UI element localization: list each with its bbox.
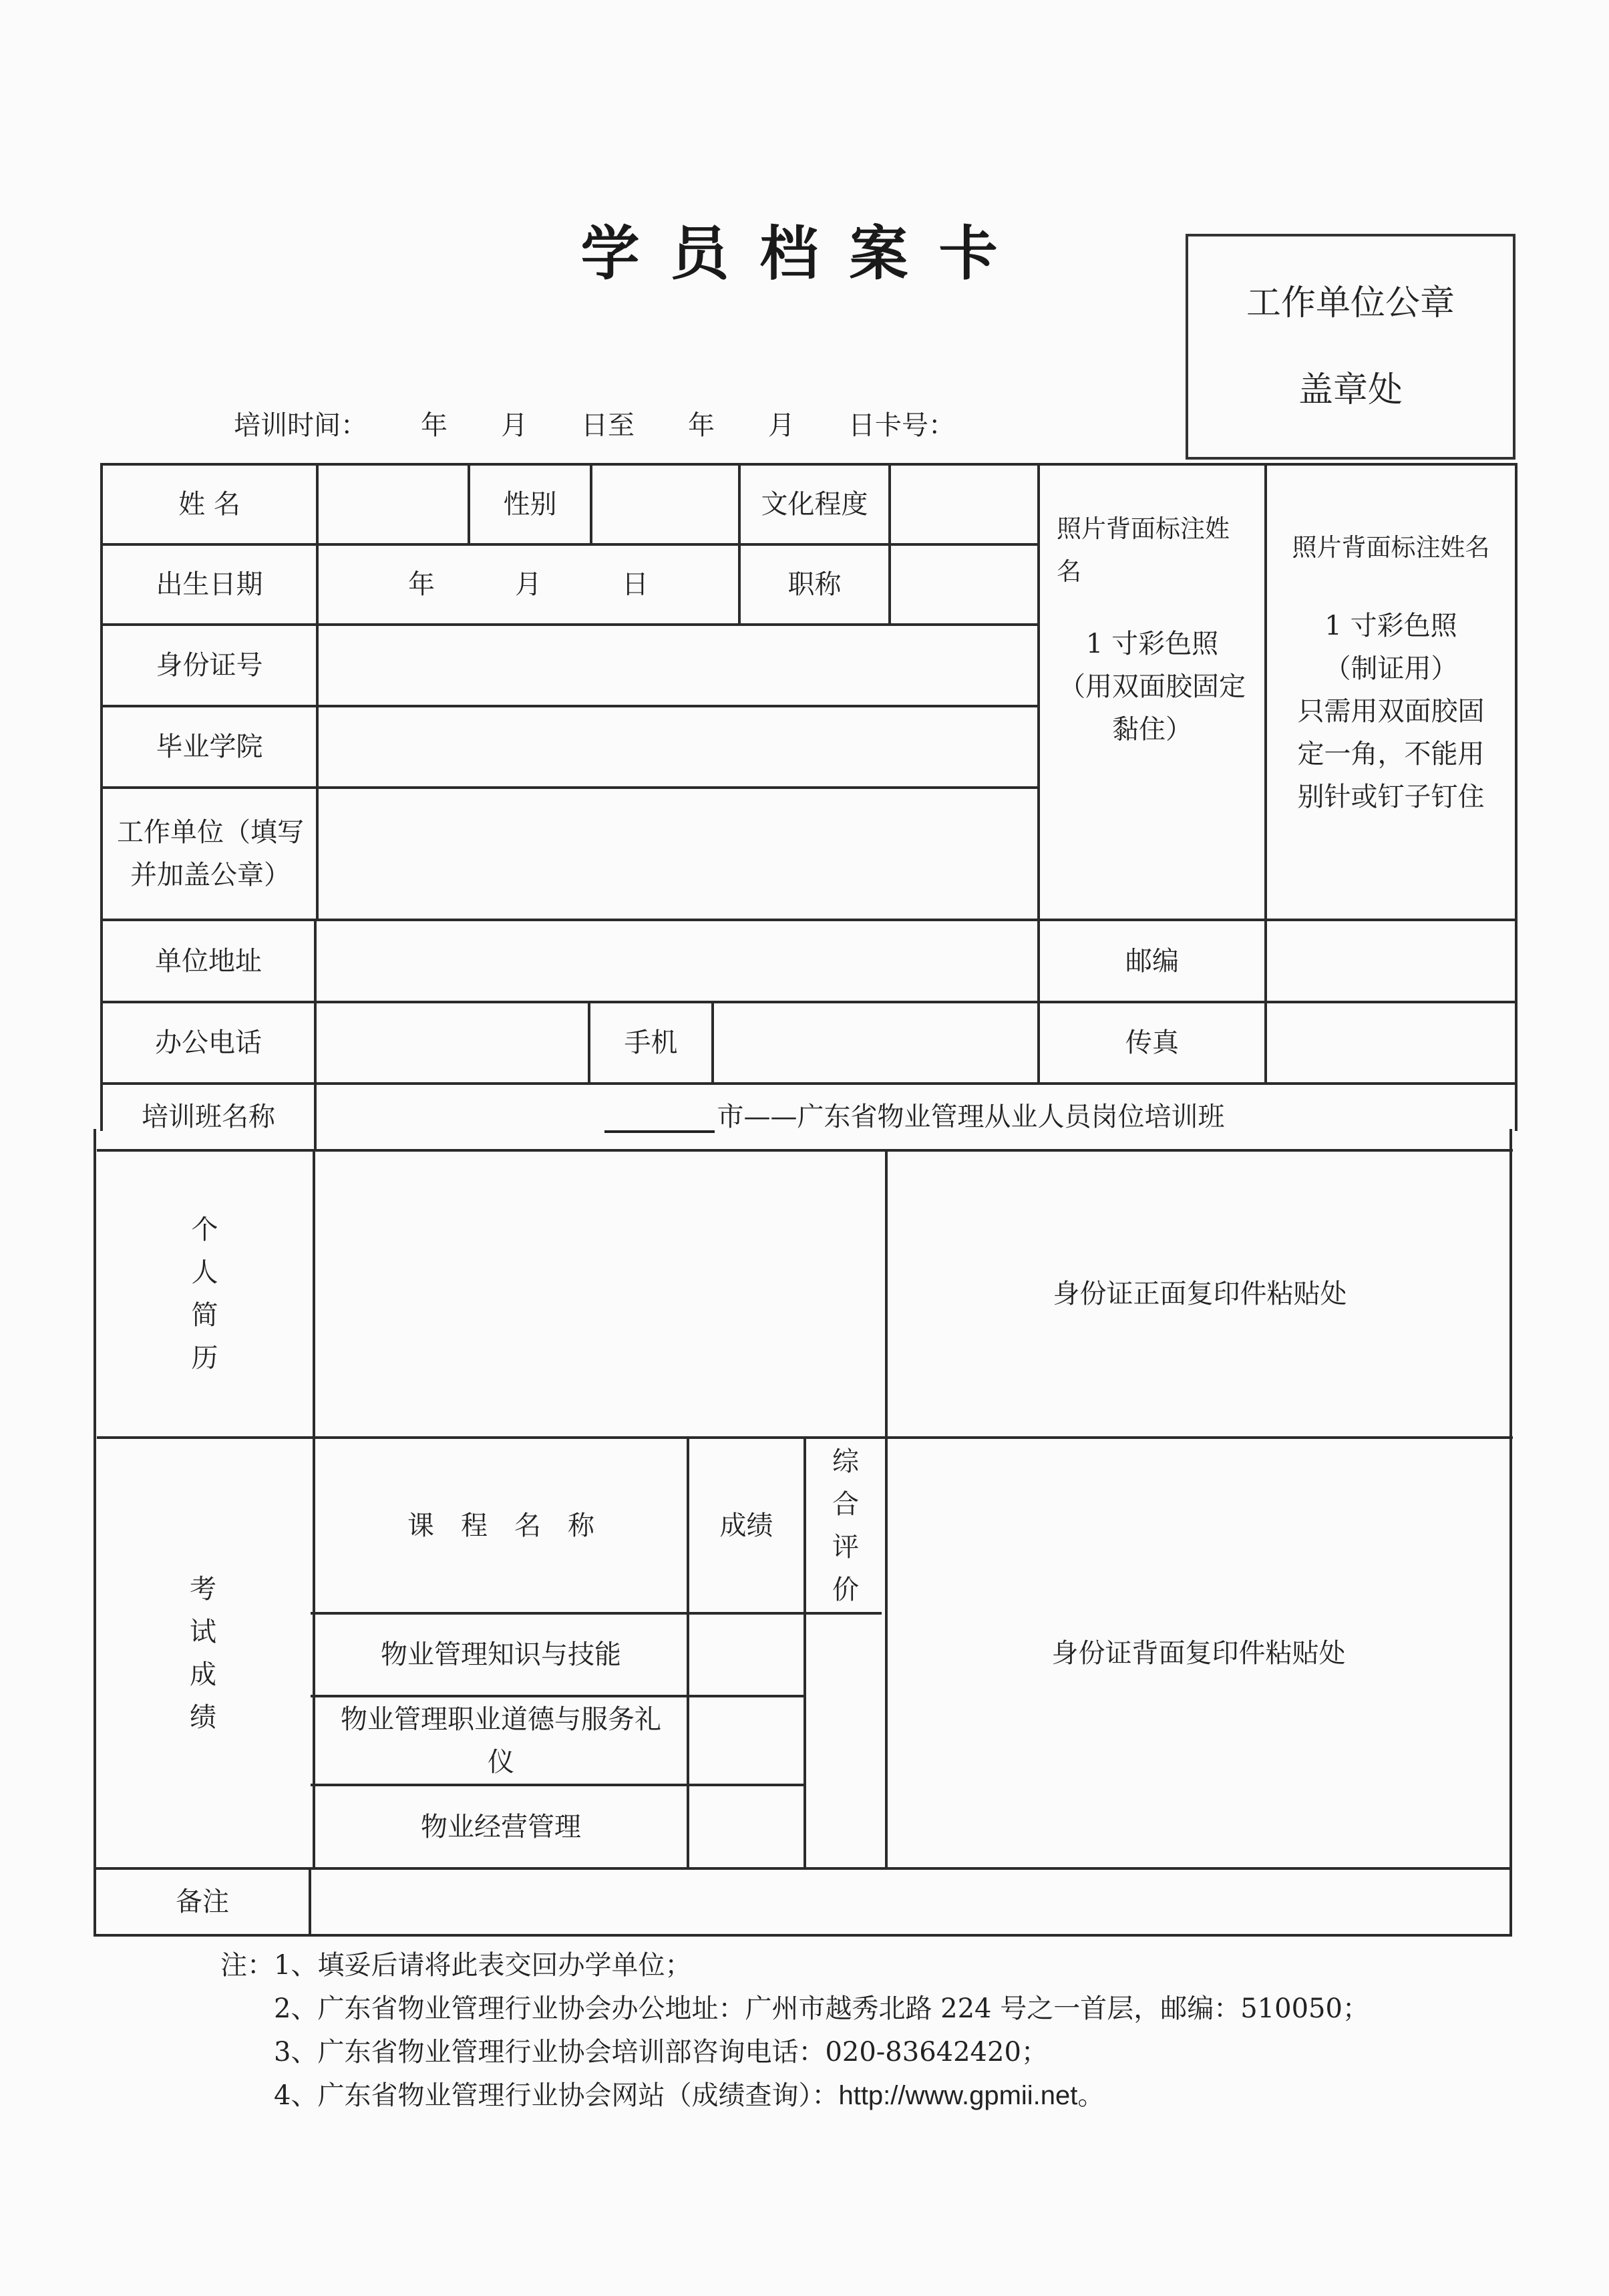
work-unit-field[interactable] <box>319 789 1037 919</box>
note-4 <box>274 2074 1104 2112</box>
photo-2-instruction: 只需用双面胶固定一角，不能用别针或钉子钉住 <box>1297 696 1485 812</box>
seal-line-2: 盖章处 <box>1298 370 1403 410</box>
office-phone-label: 办公电话 <box>155 1027 262 1058</box>
notes-prefix: 注： <box>220 1950 274 1981</box>
course-3-score[interactable] <box>689 1786 803 1867</box>
graduated-from-field[interactable] <box>319 707 1037 786</box>
note-2: 2、广东省物业管理行业协会办公地址：广州市越秀北路 224 号之一首层，邮编：510050； <box>274 1993 1369 2024</box>
resume-char: 简 <box>191 1300 218 1331</box>
resume-char: 人 <box>191 1257 218 1288</box>
note-4-end: 。 <box>1077 2080 1105 2111</box>
overall-evaluation-field[interactable] <box>806 1615 885 1867</box>
gender-field[interactable] <box>592 466 738 543</box>
id-number-field[interactable] <box>319 626 1037 705</box>
education-label: 文化程度 <box>761 489 868 520</box>
name-label: 姓 名 <box>178 489 240 520</box>
class-name-field[interactable] <box>317 1085 1512 1149</box>
class-name-label: 培训班名称 <box>142 1102 275 1132</box>
birth-date-field[interactable]: 年 月 日 <box>408 569 649 600</box>
mobile-label: 手机 <box>624 1027 678 1058</box>
course-1-name: 物业管理知识与技能 <box>381 1639 621 1670</box>
seal-box <box>1186 234 1515 460</box>
postcode-field[interactable] <box>1267 921 1515 1001</box>
overall-char: 价 <box>832 1574 859 1605</box>
id-number-label: 身份证号 <box>156 650 263 681</box>
postcode-label: 邮编 <box>1125 945 1179 977</box>
training-date-fields[interactable]: 年 月 日至 年 月 日 <box>421 410 875 441</box>
photo-2-usage: （制证用） <box>1324 653 1458 684</box>
name-field[interactable] <box>319 466 468 543</box>
website-link[interactable]: http://www.gpmii.net <box>838 2081 1078 2110</box>
photo-2-back-note: 照片背面标注姓名 <box>1292 533 1490 562</box>
overall-char: 合 <box>832 1488 859 1520</box>
unit-address-label: 单位地址 <box>155 945 262 977</box>
exam-char: 试 <box>190 1616 216 1647</box>
resume-char: 历 <box>191 1343 218 1373</box>
overall-char: 评 <box>832 1531 859 1563</box>
overall-char: 综 <box>832 1446 859 1477</box>
card-number-label: 卡号： <box>875 410 955 441</box>
course-2-name: 物业管理职业道德与服务礼仪 <box>341 1703 661 1778</box>
job-title-label: 职称 <box>787 569 842 600</box>
photo-2-size: 1 寸彩色照 <box>1324 611 1457 641</box>
job-title-field[interactable] <box>891 546 1037 623</box>
work-unit-label: 工作单位（填写并加盖公章） <box>117 817 304 890</box>
note-1: 1、填妥后请将此表交回办学单位； <box>274 1950 692 1981</box>
note-3: 3、广东省物业管理行业协会培训部咨询电话：020-83642420； <box>274 2037 1048 2068</box>
exam-char: 考 <box>190 1573 216 1605</box>
exam-scores-label <box>94 1439 313 1867</box>
city-blank[interactable] <box>604 1101 715 1133</box>
fax-label: 传真 <box>1125 1027 1179 1058</box>
id-front-paste-area[interactable]: 身份证正面复印件粘贴处 <box>1053 1279 1347 1309</box>
exam-char: 绩 <box>190 1701 216 1733</box>
gender-label: 性别 <box>503 489 557 520</box>
photo-1-back-note: 照片背面标注姓名 <box>1057 514 1230 586</box>
course-3-name: 物业经营管理 <box>421 1811 581 1842</box>
id-back-paste-area[interactable]: 身份证背面复印件粘贴处 <box>1051 1637 1346 1669</box>
note-4-text: 4、广东省物业管理行业协会网站（成绩查询）： <box>274 2080 839 2111</box>
resume-field[interactable] <box>315 1152 885 1436</box>
seal-line-1: 工作单位公章 <box>1246 283 1455 323</box>
education-field[interactable] <box>891 466 1037 543</box>
course-2-score[interactable] <box>689 1697 803 1784</box>
photo-1-instruction: （用双面胶固定黏住） <box>1059 671 1246 745</box>
unit-address-field[interactable] <box>317 921 1037 1001</box>
fax-field[interactable] <box>1267 1003 1515 1082</box>
resume-char: 个 <box>191 1214 218 1245</box>
office-phone-field[interactable] <box>317 1003 588 1082</box>
class-name-value: 市——广东省物业管理从业人员岗位培训班 <box>717 1102 1225 1132</box>
remarks-label: 备注 <box>176 1887 229 1917</box>
birth-date-label: 出生日期 <box>156 569 263 600</box>
resume-label <box>97 1152 313 1436</box>
graduated-from-label: 毕业学院 <box>156 731 263 762</box>
remarks-field[interactable] <box>311 1870 1509 1934</box>
mobile-field[interactable] <box>714 1003 1037 1082</box>
photo-slot-1[interactable] <box>1042 468 1262 915</box>
page-title: 学员档案卡 <box>580 219 1029 288</box>
course-1-score[interactable] <box>689 1615 803 1695</box>
score-header: 成绩 <box>719 1510 773 1541</box>
photo-1-size: 1 寸彩色照 <box>1085 629 1219 659</box>
training-time-label: 培训时间： <box>234 410 367 441</box>
overall-evaluation-header <box>806 1439 885 1612</box>
exam-char: 成 <box>190 1659 216 1690</box>
photo-slot-2[interactable] <box>1269 468 1513 915</box>
course-name-header: 课 程 名 称 <box>407 1510 594 1541</box>
